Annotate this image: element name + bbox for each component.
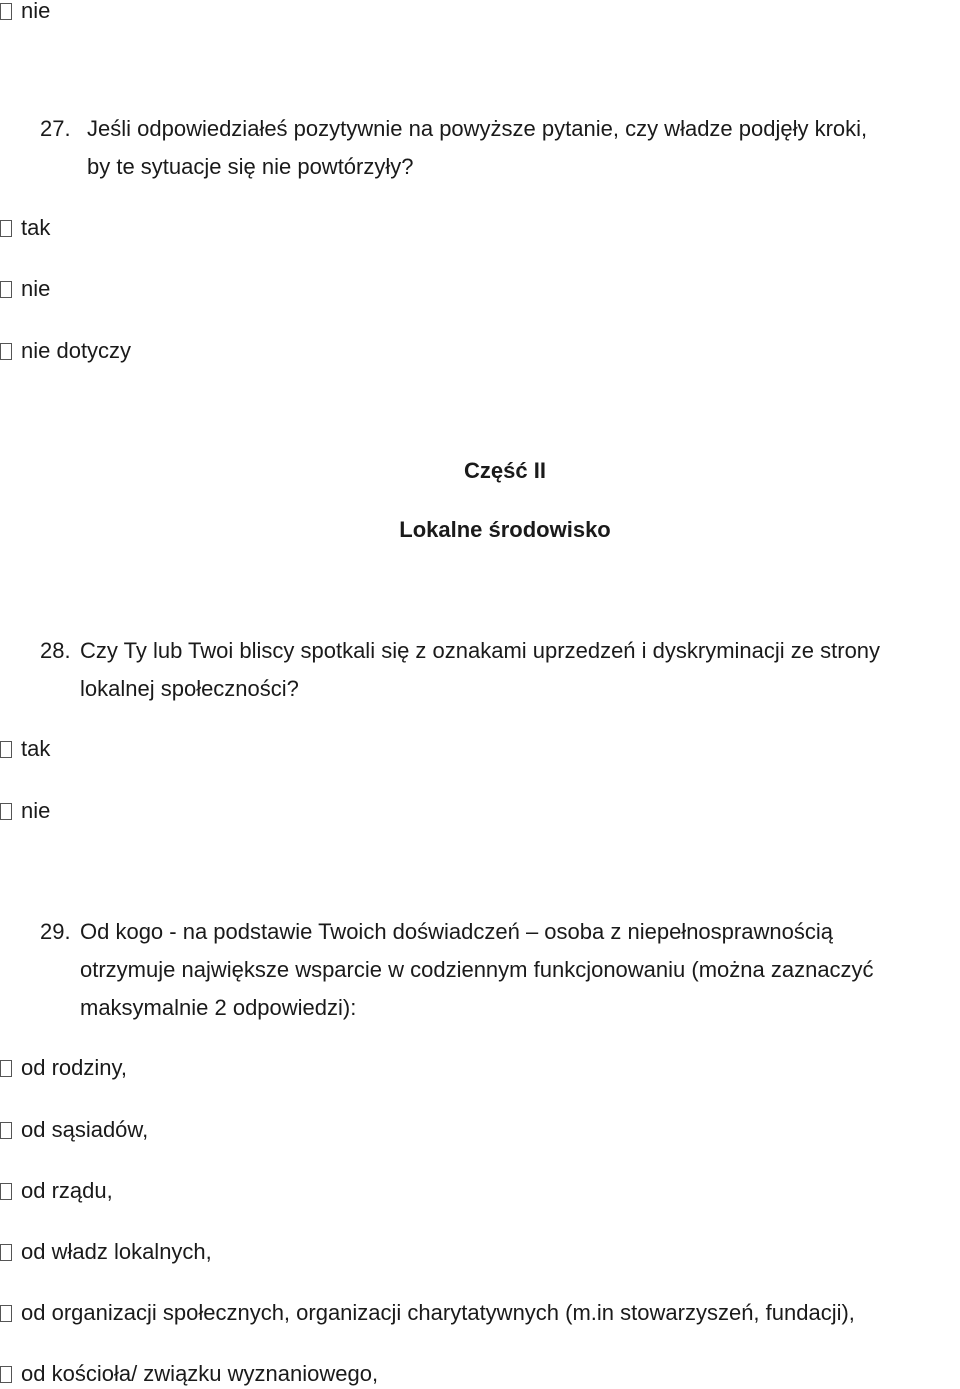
- checkbox-square[interactable]: [0, 1060, 12, 1077]
- question-text-line-3: maksymalnie 2 odpowiedzi):: [80, 995, 357, 1020]
- checkbox-square[interactable]: [0, 741, 12, 758]
- section-subtitle: Lokalne środowisko: [399, 517, 611, 542]
- checkbox-option-sasiedzi[interactable]: [0, 1115, 148, 1145]
- checkbox-option-nie-dotyczy[interactable]: [0, 336, 131, 366]
- checkbox-option-nie[interactable]: [0, 274, 50, 304]
- question-text-line-2: otrzymuje największe wsparcie w codziennym funkcjonowaniu (można zaznaczyć: [80, 957, 874, 982]
- checkbox-square[interactable]: [0, 1183, 12, 1200]
- checkbox-option-tak[interactable]: [0, 213, 50, 243]
- checkbox-square[interactable]: [0, 281, 12, 298]
- question-number: 29.: [40, 919, 71, 944]
- option-label: tak: [21, 736, 51, 761]
- question-text-line-1: Od kogo - na podstawie Twoich doświadczeń – osoba z niepełnosprawnością: [80, 919, 833, 944]
- checkbox-square[interactable]: [0, 3, 12, 20]
- checkbox-option-nie[interactable]: [0, 796, 50, 826]
- question-number: 28.: [40, 638, 71, 663]
- checkbox-option-organizacje[interactable]: [0, 1298, 855, 1328]
- option-label: od kościoła/ związku wyznaniowego,: [21, 1361, 379, 1386]
- question-text-line-2: by te sytuacje się nie powtórzyły?: [87, 154, 414, 179]
- checkbox-option-nie[interactable]: [0, 0, 50, 26]
- checkbox-option-rodzina[interactable]: [0, 1053, 127, 1083]
- section-title: Część II: [464, 458, 546, 483]
- option-label: od organizacji społecznych, organizacji charytatywnych (m.in stowarzyszeń, fundacji),: [21, 1300, 855, 1325]
- checkbox-option-wladze-lokalne[interactable]: [0, 1237, 212, 1267]
- checkbox-square[interactable]: [0, 803, 12, 820]
- checkbox-square[interactable]: [0, 1244, 12, 1261]
- option-label: od rodziny,: [21, 1055, 127, 1080]
- option-label: od władz lokalnych,: [21, 1239, 212, 1264]
- question-text-line-1: Czy Ty lub Twoi bliscy spotkali się z oznakami uprzedzeń i dyskryminacji ze strony: [80, 638, 881, 663]
- checkbox-option-kosciol[interactable]: [0, 1359, 378, 1389]
- option-label: nie: [21, 0, 51, 23]
- question-text-line-2: lokalnej społeczności?: [80, 676, 299, 701]
- option-label: nie: [21, 276, 51, 301]
- checkbox-option-tak[interactable]: [0, 734, 50, 764]
- checkbox-square[interactable]: [0, 1366, 12, 1383]
- option-label: od sąsiadów,: [21, 1117, 149, 1142]
- option-label: nie: [21, 798, 51, 823]
- checkbox-square[interactable]: [0, 220, 12, 237]
- checkbox-square[interactable]: [0, 1305, 12, 1322]
- option-label: tak: [21, 215, 51, 240]
- checkbox-square[interactable]: [0, 343, 12, 360]
- checkbox-option-rzad[interactable]: [0, 1176, 113, 1206]
- question-text-line-1: Jeśli odpowiedziałeś pozytywnie na powyższe pytanie, czy władze podjęły kroki,: [87, 116, 868, 141]
- option-label: nie dotyczy: [21, 338, 132, 363]
- checkbox-square[interactable]: [0, 1122, 12, 1139]
- question-number: 27.: [40, 116, 71, 141]
- option-label: od rządu,: [21, 1178, 113, 1203]
